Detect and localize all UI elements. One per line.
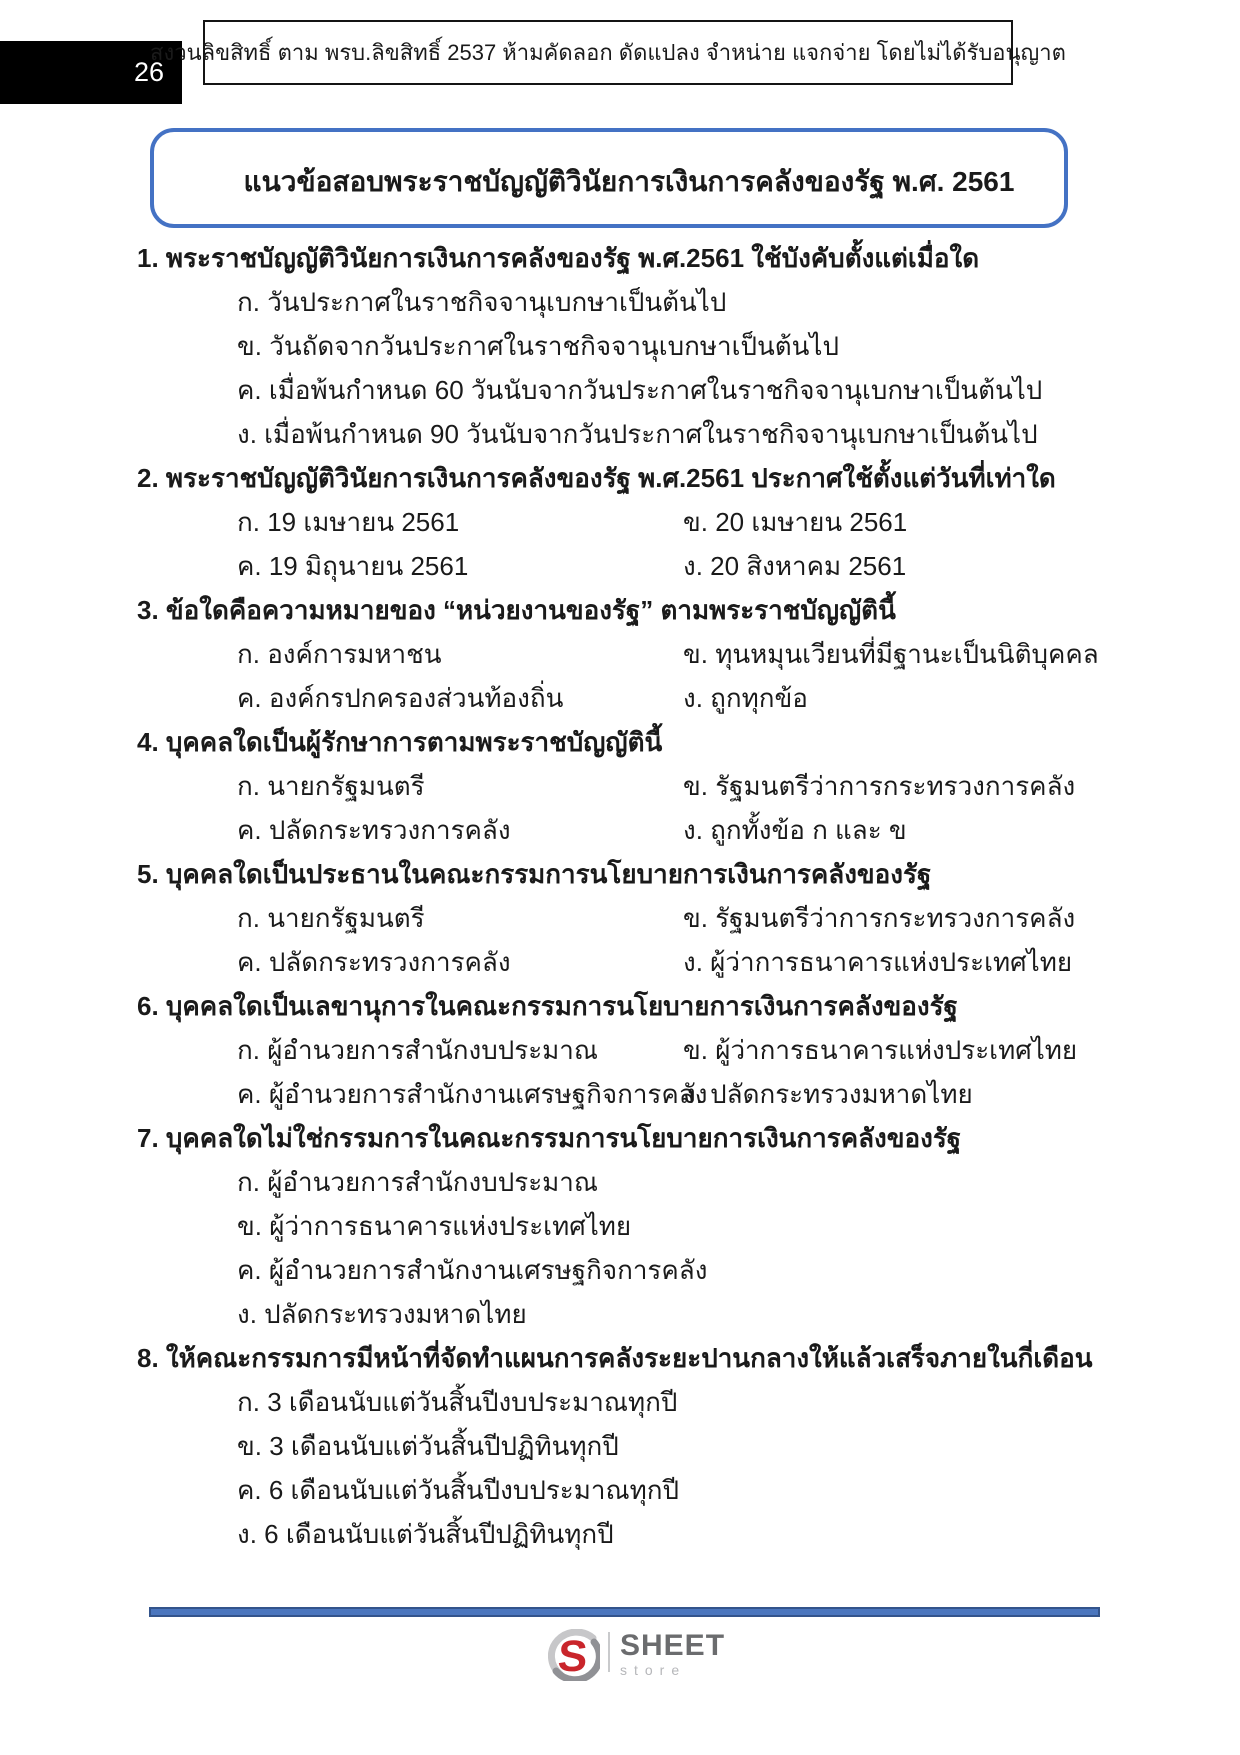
option-row — [0, 764, 1240, 808]
option-row — [0, 632, 1240, 676]
question-heading: 4. บุคคลใดเป็นผู้รักษาการตามพระราชบัญญัตินี้ — [137, 727, 663, 757]
option-row — [0, 940, 1240, 984]
option-item: ค. ปลัดกระทรวงการคลัง — [237, 947, 511, 977]
copyright-text: สงวนลิขสิทธิ์ ตาม พรบ.ลิขสิทธิ์ 2537 ห้ามคัดลอก ดัดแปลง จำหน่าย แจกจ่าย โดยไม่ได้รับอนุญาต — [150, 40, 1066, 65]
option-item: ก. วันประกาศในราชกิจจานุเบกษาเป็นต้นไป — [237, 287, 727, 317]
option-item: ค. เมื่อพ้นกำหนด 60 วันนับจากวันประกาศในราชกิจจานุเบกษาเป็นต้นไป — [237, 375, 1043, 405]
option-item: ข. ผู้ว่าการธนาคารแห่งประเทศไทย — [683, 1035, 1078, 1065]
footer-logo — [548, 1629, 725, 1681]
option-item: ง. 20 สิงหาคม 2561 — [683, 551, 907, 581]
sheet-store-s-logo-icon — [548, 1629, 600, 1681]
option-item: ข. วันถัดจากวันประกาศในราชกิจจานุเบกษาเป็นต้นไป — [237, 331, 839, 361]
option-item: ค. องค์กรปกครองส่วนท้องถิ่น — [237, 683, 564, 713]
question-heading: 1. พระราชบัญญัติวินัยการเงินการคลังของรัฐ พ.ศ.2561 ใช้บังคับตั้งแต่เมื่อใด — [137, 243, 980, 273]
logo-text-block — [620, 1629, 725, 1678]
option-item: ก. ผู้อำนวยการสำนักงบประมาณ — [237, 1035, 599, 1065]
option-row — [0, 500, 1240, 544]
option-row — [0, 896, 1240, 940]
logo-divider-line — [608, 1632, 610, 1672]
question-heading: 3. ข้อใดคือความหมายของ “หน่วยงานของรัฐ” ตามพระราชบัญญัตินี้ — [137, 595, 896, 625]
option-row — [0, 676, 1240, 720]
question-heading: 5. บุคคลใดเป็นประธานในคณะกรรมการนโยบายการเงินการคลังของรัฐ — [137, 859, 932, 889]
option-item: ข. 20 เมษายน 2561 — [683, 507, 908, 537]
question-heading: 2. พระราชบัญญัติวินัยการเงินการคลังของรัฐ พ.ศ.2561 ประกาศใช้ตั้งแต่วันที่เท่าใด — [137, 463, 1056, 493]
option-item: ข. ผู้ว่าการธนาคารแห่งประเทศไทย — [237, 1211, 632, 1241]
question-list — [0, 236, 1240, 1556]
option-item: ข. รัฐมนตรีว่าการกระทรวงการคลัง — [683, 903, 1076, 933]
logo-brand-subtext: store — [620, 1662, 687, 1678]
option-item: ค. 19 มิถุนายน 2561 — [237, 551, 469, 581]
option-item: ก. องค์การมหาชน — [237, 639, 442, 669]
option-row — [0, 1028, 1240, 1072]
option-item: ก. นายกรัฐมนตรี — [237, 903, 425, 933]
option-item: ง. ถูกทุกข้อ — [683, 683, 808, 713]
svg-text:S: S — [556, 1632, 590, 1681]
option-item: ง. 6 เดือนนับแต่วันสิ้นปีปฏิทินทุกปี — [237, 1519, 614, 1549]
option-item: ข. ทุนหมุนเวียนที่มีฐานะเป็นนิติบุคคล — [683, 639, 1099, 669]
question-heading: 7. บุคคลใดไม่ใช่กรรมการในคณะกรรมการนโยบายการเงินการคลังของรัฐ — [137, 1123, 962, 1153]
option-item: ค. 6 เดือนนับแต่วันสิ้นปีงบประมาณทุกปี — [237, 1475, 679, 1505]
copyright-notice-box — [150, 20, 1066, 85]
option-row — [0, 544, 1240, 588]
option-item: ค. ผู้อำนวยการสำนักงานเศรษฐกิจการคลัง — [237, 1255, 708, 1285]
option-item: ง. ถูกทั้งข้อ ก และ ข — [683, 815, 907, 845]
footer-divider-bar — [149, 1607, 1100, 1617]
exam-title: แนวข้อสอบพระราชบัญญัติวินัยการเงินการคลังของรัฐ พ.ศ. 2561 — [243, 166, 1015, 197]
option-item: ก. ผู้อำนวยการสำนักงบประมาณ — [237, 1167, 599, 1197]
option-item: ข. รัฐมนตรีว่าการกระทรวงการคลัง — [683, 771, 1076, 801]
option-item: ค. ผู้อำนวยการสำนักงานเศรษฐกิจการคลัง — [237, 1079, 708, 1109]
option-item: ก. 3 เดือนนับแต่วันสิ้นปีงบประมาณทุกปี — [237, 1387, 678, 1417]
option-item: ง. ผู้ว่าการธนาคารแห่งประเทศไทย — [683, 947, 1073, 977]
exam-title-box — [150, 128, 1068, 228]
option-item: ข. 3 เดือนนับแต่วันสิ้นปีปฏิทินทุกปี — [237, 1431, 619, 1461]
option-item: ก. นายกรัฐมนตรี — [237, 771, 425, 801]
option-item: ง. ปลัดกระทรวงมหาดไทย — [237, 1299, 527, 1329]
option-item: ก. 19 เมษายน 2561 — [237, 507, 460, 537]
option-item: ง. เมื่อพ้นกำหนด 90 วันนับจากวันประกาศในราชกิจจานุเบกษาเป็นต้นไป — [237, 419, 1038, 449]
option-item: ค. ปลัดกระทรวงการคลัง — [237, 815, 511, 845]
question-heading: 6. บุคคลใดเป็นเลขานุการในคณะกรรมการนโยบายการเงินการคลังของรัฐ — [137, 991, 958, 1021]
option-row — [0, 808, 1240, 852]
logo-brand-text: SHEET — [620, 1629, 726, 1662]
page-number: 26 — [133, 57, 164, 87]
option-row — [0, 1072, 1240, 1116]
option-item: ง. ปลัดกระทรวงมหาดไทย — [683, 1079, 973, 1109]
question-heading: 8. ให้คณะกรรมการมีหน้าที่จัดทำแผนการคลังระยะปานกลางให้แล้วเสร็จภายในกี่เดือน — [137, 1343, 1093, 1373]
